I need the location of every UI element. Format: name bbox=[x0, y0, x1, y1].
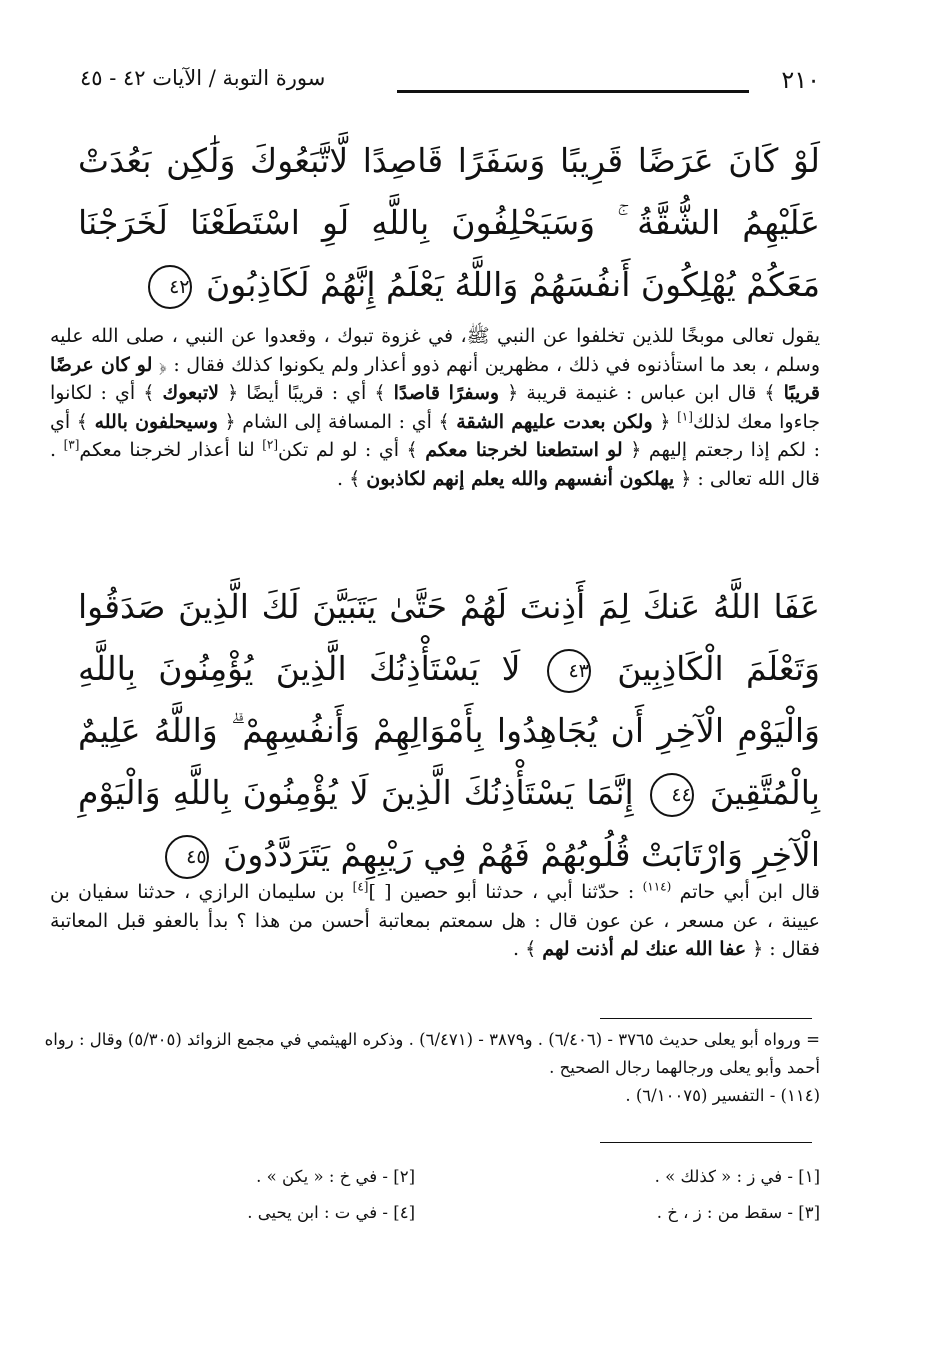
footnote-2: [٢] - في خ : « يكن » . bbox=[256, 1167, 415, 1186]
quran-verse-block-2 bbox=[78, 576, 820, 886]
commentary-text: ﴾ أي : لو لم تكن bbox=[278, 439, 418, 461]
commentary-text: ﴾ أي : المسافة إلى الشام ﴿ bbox=[224, 410, 450, 433]
quoted-verse: وسيحلفون بالله bbox=[94, 410, 218, 433]
notes-separator bbox=[600, 1018, 812, 1019]
note-line: = ورواه أبو يعلى حديث ٣٧٦٥ - (٦/٤٠٦) . و٣٨٧٩ - (٦/٤٧١) . وذكره الهيثمي في مجمع الزوائد (٥/٣٠٥) وقال : رواه أحمد وأبو يعلى ورجالهما رجال الصحيح . bbox=[44, 1030, 820, 1077]
verse-text: لَوْ كَانَ عَرَضًا قَرِيبًا وَسَفَرًا قَاصِدًا لَّاتَّبَعُوكَ وَلَٰكِن بَعُدَتْ عَلَيْهِمُ الشُّقَّةُ ۚ وَسَيَحْلِفُونَ بِاللَّهِ لَوِ اسْتَطَعْنَا لَخَرَجْنَا مَعَكُمْ يُهْلِكُونَ أَنفُسَهُمْ وَاللَّهُ يَعْلَمُ إِنَّهُمْ لَكَاذِبُونَ bbox=[78, 141, 820, 304]
ayah-number-marker: ٤٤ bbox=[650, 773, 694, 817]
quoted-verse: ولكن بعدت عليهم الشقة bbox=[456, 410, 653, 433]
commentary-text: : حدّثنا أبي ، حدثنا أبو حصين [ ] bbox=[368, 881, 635, 903]
footnote-3: [٣] - سقط من : ز ، خ . bbox=[656, 1203, 820, 1222]
footnote-ref: [٤] bbox=[352, 879, 369, 894]
hadith-notes bbox=[40, 1026, 820, 1110]
quoted-verse: لاتبعوك bbox=[162, 382, 219, 404]
quoted-verse: عفا الله عنك لم أذنت لهم bbox=[542, 938, 747, 960]
footnote-1: [١] - في ز : « كذلك » . bbox=[654, 1167, 820, 1186]
commentary-text: ﴾ أي : لكم إذا رجعتم إليهم ﴿ bbox=[50, 410, 821, 461]
commentary-text: بن سليمان الرازي ، حدثنا سفيان بن عيينة ، عن مسعر ، عن عون قال : هل سمعتم بمعاتبة أحسن من هذا ؟ بدأ بالعفو قبل المعاتبة فقال : ﴿ bbox=[50, 881, 820, 960]
commentary-text: ﴾ قال ابن عباس : غنيمة قريبة ﴿ bbox=[507, 382, 776, 404]
footnote-ref: [٣] bbox=[63, 437, 80, 452]
verse-text: عَفَا اللَّهُ عَنكَ لِمَ أَذِنتَ لَهُمْ حَتَّىٰ يَتَبَيَّنَ لَكَ الَّذِينَ صَدَقُوا وَتَعْلَمَ الْكَاذِبِينَ bbox=[78, 587, 820, 688]
header-rule bbox=[397, 90, 749, 93]
commentary-text: . قال الله تعالى : ﴿ bbox=[50, 439, 820, 490]
commentary-text: ﴾ أي : قريبًا أيضًا ﴿ bbox=[227, 382, 386, 404]
commentary-paragraph-1 bbox=[50, 322, 820, 493]
quoted-verse: يهلكون أنفسهم والله يعلم إنهم لكاذبون bbox=[366, 467, 675, 490]
hadith-ref: (١١٤) bbox=[642, 879, 672, 894]
ayah-number-marker: ٤٣ bbox=[547, 649, 591, 693]
note-line: (١١٤) - التفسير (٦/١٠٠٧٥) . bbox=[625, 1086, 820, 1105]
quran-verse-block-1 bbox=[78, 130, 820, 316]
ayah-number-marker: ٤٥ bbox=[165, 835, 209, 879]
verse-text: إِنَّمَا يَسْتَأْذِنُكَ الَّذِينَ لَا يُؤْمِنُونَ بِاللَّهِ وَالْيَوْمِ الْآخِرِ وَارْتَابَتْ قُلُوبُهُمْ فَهُمْ فِي رَيْبِهِمْ يَتَرَدَّدُونَ bbox=[78, 773, 820, 874]
footnote-ref: [١] bbox=[677, 409, 693, 424]
commentary-text: لنا أعذار لخرجنا معكم bbox=[79, 439, 255, 461]
verse-text: لَا يَسْتَأْذِنُكَ الَّذِينَ يُؤْمِنُونَ بِاللَّهِ وَالْيَوْمِ الْآخِرِ أَن يُجَاهِدُوا بِأَمْوَالِهِمْ وَأَنفُسِهِمْ ۗ وَاللَّهُ عَلِيمٌ بِالْمُتَّقِينَ bbox=[78, 649, 820, 812]
commentary-paragraph-2 bbox=[50, 878, 820, 964]
ayah-number-marker: ٤٢ bbox=[148, 265, 192, 309]
commentary-text: قال ابن أبي حاتم bbox=[679, 881, 820, 903]
quoted-verse: وسفرًا قاصدًا bbox=[393, 382, 500, 404]
page-number: ٢١٠ bbox=[781, 66, 820, 94]
quoted-verse: لو كان عرضًا قريبًا bbox=[50, 353, 820, 404]
commentary-text: ﴿ bbox=[659, 410, 671, 433]
footnote-ref: [٢] bbox=[262, 437, 279, 452]
commentary-text: ﴾ . bbox=[337, 467, 361, 490]
footnote-4: [٤] - في ت : ابن يحيى . bbox=[247, 1203, 415, 1222]
quoted-verse: لو استطعنا لخرجنا معكم bbox=[425, 439, 623, 461]
commentary-text: ﴾ أي : لكانوا جاءوا معك لذلك bbox=[50, 382, 821, 433]
running-title: سورة التوبة / الآيات ٤٢ - ٤٥ bbox=[80, 66, 326, 90]
footnotes-separator bbox=[600, 1142, 812, 1143]
commentary-text: يقول تعالى موبخًا للذين تخلفوا عن النبي ﷺ، في غزوة تبوك ، وقعدوا عن النبي ، صلى الله عليه وسلم ، بعد ما استأذنوه في ذلك ، مظهرين أنهم ذوو أعذار ولم يكونوا كذلك فقال : ﴿ bbox=[50, 325, 820, 376]
commentary-text: ﴾ . bbox=[513, 938, 537, 960]
